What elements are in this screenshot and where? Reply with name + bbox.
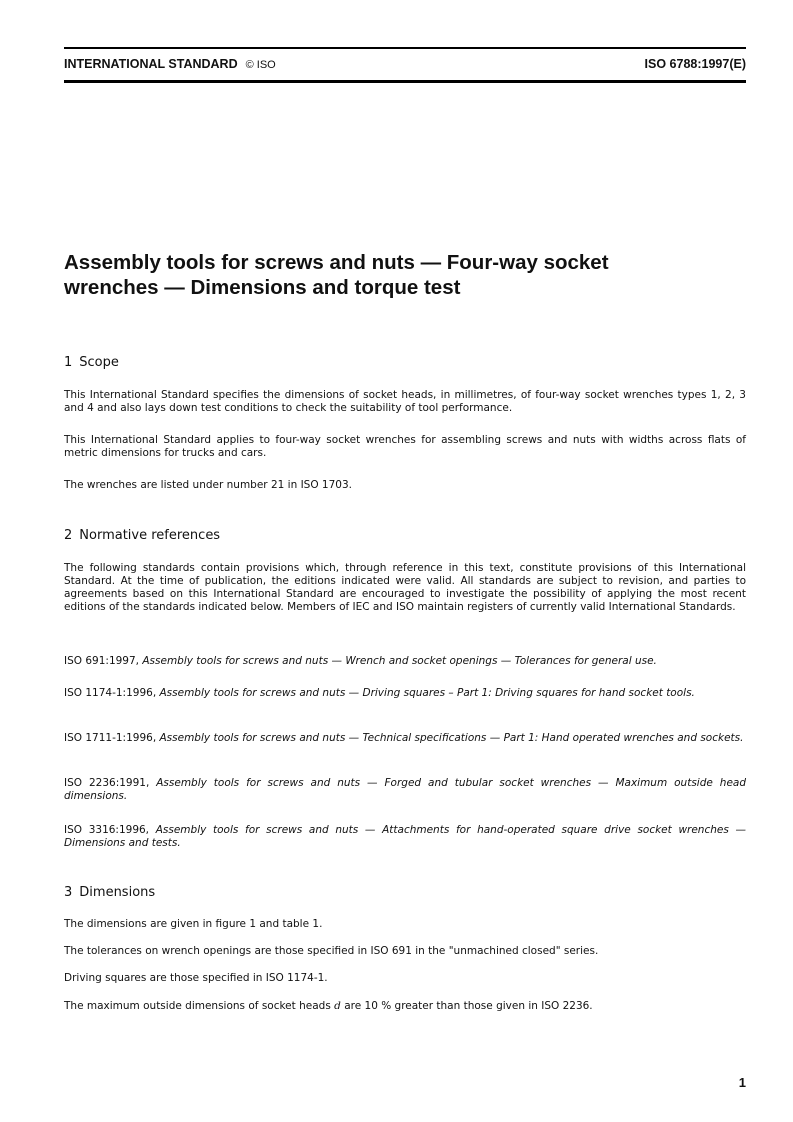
variable-d: d <box>334 1000 341 1012</box>
reference-title: Assembly tools for screws and nuts — Attachments for hand-operated square drive socket wrenches — Dimensions and tests. <box>64 824 746 849</box>
scope-paragraph-3: The wrenches are listed under number 21 in ISO 1703. <box>64 479 352 491</box>
reference-title: Assembly tools for screws and nuts — Technical specifications — Part 1: Hand operated wrenches and sockets. <box>159 732 744 744</box>
reference-code: ISO 691:1997, <box>64 655 140 667</box>
scope-paragraph-2: This International Standard applies to four-way socket wrenches for assembling screws and nuts with widths across flats of metric dimensions for trucks and cars. <box>64 434 746 459</box>
title-line-1: Assembly tools for screws and nuts — Four-way socket <box>64 251 609 274</box>
reference-code: ISO 1174-1:1996, <box>64 687 157 699</box>
reference-code: ISO 2236:1991, <box>64 777 150 789</box>
dimensions-paragraph-4: The maximum outside dimensions of socket heads d are 10 % greater than those given in ISO 2236. <box>64 1000 593 1012</box>
section-heading-scope <box>64 355 119 371</box>
section-number: 2 <box>64 528 73 543</box>
reference-title: Assembly tools for screws and nuts — Driving squares – Part 1: Driving squares for hand socket tools. <box>159 687 695 699</box>
page-number: 1 <box>738 1075 746 1090</box>
reference-iso-1711-1 <box>64 732 746 745</box>
title-line-2: wrenches — Dimensions and torque test <box>64 276 461 299</box>
reference-title: Assembly tools for screws and nuts — Wrench and socket openings — Tolerances for general use. <box>142 655 657 667</box>
scope-paragraph-1: This International Standard specifies the dimensions of socket heads, in millimetres, of four-way socket wrenches types 1, 2, 3 and 4 and also lays down test conditions to check the suitability of tool performance. <box>64 389 746 414</box>
dimensions-paragraph-2: The tolerances on wrench openings are those specified in ISO 691 in the "unmachined closed" series. <box>64 945 599 957</box>
document-title <box>64 250 704 300</box>
dimensions-paragraph-1: The dimensions are given in figure 1 and table 1. <box>64 918 323 930</box>
page-header <box>64 57 746 77</box>
section-title: Dimensions <box>79 885 156 900</box>
reference-title: Assembly tools for screws and nuts — Forged and tubular socket wrenches — Maximum outside head dimensions. <box>64 777 747 802</box>
copyright-notice: © ISO <box>245 59 276 71</box>
reference-iso-2236 <box>64 777 746 803</box>
section-heading-normative-references <box>64 528 220 544</box>
reference-iso-3316 <box>64 824 746 850</box>
reference-code: ISO 1711-1:1996, <box>64 732 157 744</box>
section-number: 3 <box>64 885 73 900</box>
reference-iso-1174-1 <box>64 687 746 700</box>
standard-label: INTERNATIONAL STANDARD © ISO <box>64 57 276 71</box>
section-number: 1 <box>64 355 73 370</box>
dimensions-paragraph-3: Driving squares are those specified in ISO 1174-1. <box>64 972 328 984</box>
header-bottom-rule <box>64 80 746 83</box>
section-title: Normative references <box>79 528 221 543</box>
header-top-rule <box>64 47 746 49</box>
reference-iso-691 <box>64 655 746 668</box>
document-id: ISO 6788:1997(E) <box>644 57 746 71</box>
reference-code: ISO 3316:1996, <box>64 824 150 836</box>
section-heading-dimensions <box>64 885 155 901</box>
normative-intro: The following standards contain provisions which, through reference in this text, constitute provisions of this International Standard. At the time of publication, the editions indicated were valid. All standards are subject to revision, and parties to agreements based on this International Standard are encouraged to investigate the possibility of applying the most recent editions of the standards indicated below. Members of IEC and ISO maintain registers of currently valid International Standards. <box>64 562 746 613</box>
section-title: Scope <box>79 355 119 370</box>
